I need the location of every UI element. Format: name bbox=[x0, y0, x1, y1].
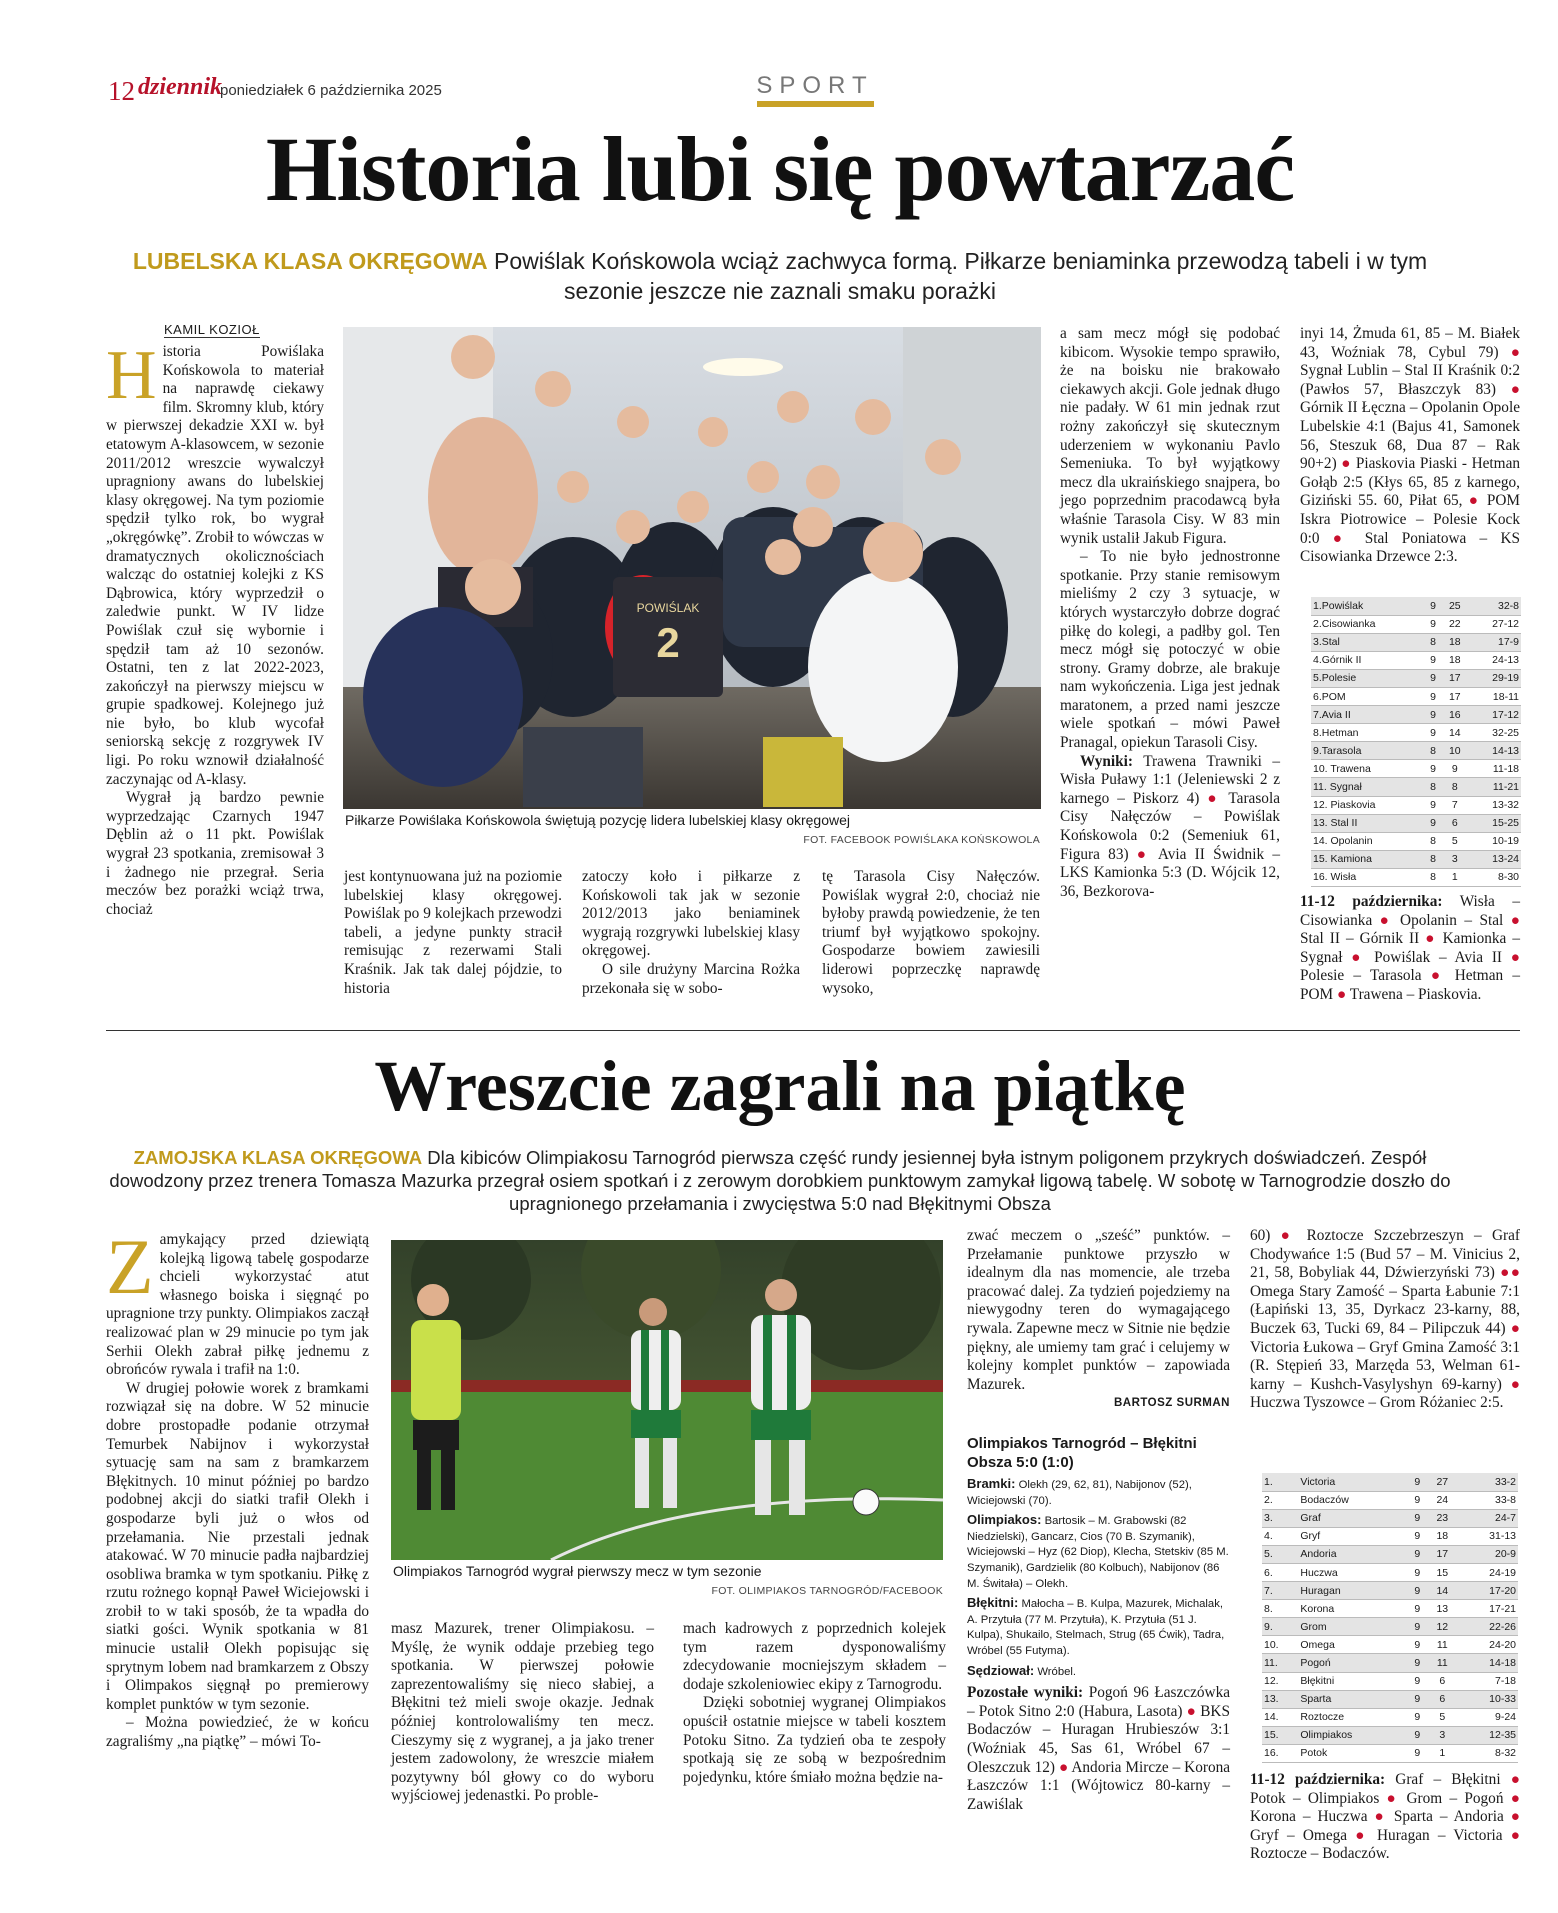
table-cell: 9.Tarasola bbox=[1311, 742, 1425, 760]
table-cell: 10-19 bbox=[1468, 832, 1521, 850]
fixture-item: Hetman – POM bbox=[1300, 967, 1520, 1003]
table-cell: Grom bbox=[1298, 1618, 1407, 1636]
table-row bbox=[1262, 1582, 1518, 1600]
table-cell: Bodaczów bbox=[1298, 1491, 1407, 1509]
article1-column-5: a sam mecz mógł się podobać kibicom. Wysokie tempo sprawiło, że na boisku nie brakowało ciekawych akcji. Gole jednak długo nie padały. W 61 min jednak rzut rożny zakończył się skutecznym uderzeniem w wykonaniu Pavlo Semeniuka. To był wyjątkowy mecz dla ukraińskiego snajpera, bo jego poprzednim pracodawcą była właśnie Tarasola Cisy. W 83 min wynik ustalił Jakub Figura. – To nie było jednostronne spotkanie. Przy stanie remisowym mieliśmy 2 czy 3 sytuacje, w których wystarczyło dobrze dograć piłkę do kolegi, a padłby gol. Ten mecz mógł się potoczyć w obie strony. Gramy dobrze, ale brakuje nam wykończenia. Liga jest jednak maratonem, a przed nami jeszcze wiele spotkań – mówi Paweł Pranagal, opiekun Tarasoli Cisy. Wyniki: Trawena Trawniki – Wisła Puławy 1:1 (Jeleniewski 2 z karnego – Piskorz 4) ● Tarasola Cisy Nałęczów – Powiślak Końskowola 0:2 (Semeniuk 61, Figura 83) ● Avia II Świdnik – LKS Kamionka 5:3 (D. Wójcik 12, 36, Bezkorova- bbox=[1060, 325, 1280, 900]
table-row bbox=[1262, 1672, 1518, 1690]
table-row bbox=[1311, 651, 1521, 669]
table-cell: 9 bbox=[1408, 1491, 1427, 1509]
fixture-item: Wisła – Cisowianka bbox=[1300, 893, 1520, 929]
table-cell: 9 bbox=[1408, 1654, 1427, 1672]
table-row bbox=[1311, 615, 1521, 633]
table-cell: 4. bbox=[1262, 1527, 1298, 1545]
table-cell: 17-21 bbox=[1458, 1600, 1518, 1618]
table-row bbox=[1311, 724, 1521, 742]
table-row bbox=[1262, 1744, 1518, 1762]
table-cell: 17-20 bbox=[1458, 1582, 1518, 1600]
article1-photo-caption: Piłkarze Powiślaka Końskowola świętują pozycję lidera lubelskiej klasy okręgowej bbox=[345, 812, 851, 828]
table-cell: 3.Stal bbox=[1311, 633, 1425, 651]
table-cell: Błękitni bbox=[1298, 1672, 1407, 1690]
table-cell: 6.POM bbox=[1311, 687, 1425, 705]
table-cell: 6 bbox=[1441, 814, 1468, 832]
issue-date: poniedziałek 6 października 2025 bbox=[220, 82, 442, 99]
table-row bbox=[1311, 742, 1521, 760]
article1-column-6: inyi 14, Żmuda 61, 85 – M. Białek 43, Woźniak 78, Cybul 79) ● Sygnał Lublin – Stal II Kraśnik 0:2 (Pawłos 57, Błaszczyk 83) ● Górnik II Łęczna – Opolanin Opole Lubelskie 4:1 (Bajus 41, Samonek 56, Steszuk 68, Dua 87 – Rak 90+2) ● Piaskovia Piaski - Hetman Gołąb 2:5 (Kłys 65, 85 z karnego, Giziński 55. 60, Piłat 65, ● POM Iskra Piotrowice – Polesie Kock 0:0 ● Stal Poniatowa – KS Cisowianka Drzewce 2:3. bbox=[1300, 325, 1521, 566]
article2-fixtures: 11-12 października: Graf – Błękitni ● Potok – Olimpiakos ● Grom – Pogoń ● Korona – Huczwa ● Sparta – Andoria ● Gryf – Omega ● Huragan – Victoria ● Roztocze – Bodaczów. bbox=[1250, 1771, 1521, 1863]
table-cell: 1. bbox=[1262, 1473, 1298, 1491]
table-row bbox=[1311, 760, 1521, 778]
article2-photo-caption: Olimpiakos Tarnogród wygrał pierwszy mecz w tym sezonie bbox=[393, 1563, 762, 1579]
table-cell: 5.Polesie bbox=[1311, 669, 1425, 687]
table-row bbox=[1262, 1509, 1518, 1527]
table-cell: 15. bbox=[1262, 1726, 1298, 1744]
table-cell: 3. bbox=[1262, 1509, 1298, 1527]
table-cell: 9 bbox=[1425, 669, 1442, 687]
table-row bbox=[1262, 1600, 1518, 1618]
table-cell: 7-18 bbox=[1458, 1672, 1518, 1690]
table-row bbox=[1311, 687, 1521, 705]
table-cell: 1.Powiślak bbox=[1311, 597, 1425, 615]
table-cell: Gryf bbox=[1298, 1527, 1407, 1545]
article1-column-2: jest kontynuowana już na poziomie lubelskiej klasy okręgowej. Powiślak po 9 kolejkach przewodzi tabeli, a jedyne punkty stracił remisując z rezerwami Stali Kraśnik. Jak tak dalej pójdzie, to historia bbox=[344, 868, 562, 997]
fixture-item: Opolanin – Stal bbox=[1400, 911, 1504, 929]
fixture-item: Grom – Pogoń bbox=[1406, 1789, 1504, 1807]
table-cell: 9 bbox=[1408, 1726, 1427, 1744]
table-cell: 16. bbox=[1262, 1744, 1298, 1762]
table-cell: 11. Sygnał bbox=[1311, 778, 1425, 796]
table-row bbox=[1311, 706, 1521, 724]
table-cell: 5. bbox=[1262, 1545, 1298, 1563]
table-row bbox=[1262, 1527, 1518, 1545]
table-cell: 15 bbox=[1427, 1563, 1458, 1581]
article1-column-1: Historia Powiślaka Końskowola to materiał na naprawdę ciekawy film. Skromny klub, który w pierwszej dekadzie XXI w. był etatowym A-klasowcem, w sezonie 2011/2012 wreszcie wywalczył upragniony awans do lubelskiej klasy okręgowej. Na tym poziomie spędził tylko rok, bo wygrał „okręgówkę”. Zrobił to wówczas w dramatycznych okolicznościach walcząc do ostatniej kolejki z KS Dąbrowica, który wyprzedził o zaledwie punkt. W IV lidze Powiślak czuł się wybornie i spędził tam aż 10 sezonów. Ostatni, ten z lat 2022-2023, zakończył na pierwszy miejscu w grupie spadkowej. Kolejnego już nie było, bo klub wycofał seniorską sekcję z rozgrywek IV ligi. Po roku wznowił działalność zaczynając od A-klasy. Wygrał ją bardzo pewnie wyprzedzając Czarnych 1947 Dęblin aż o 11 pkt. Powiślak wygrał 23 spotkania, zremisował 3 i żadnego nie przegrał. Seria meczów bez porażki wciąż trwa, chociaż bbox=[106, 337, 324, 918]
article1-photo-credit: FOT. FACEBOOK POWIŚLAKA KOŃSKOWOLA bbox=[803, 834, 1040, 846]
match-headline: Olimpiakos Tarnogród – Błękitni Obsza 5:0 (1:0) bbox=[967, 1435, 1197, 1471]
table-cell: 9 bbox=[1408, 1690, 1427, 1708]
table-cell: 11 bbox=[1427, 1654, 1458, 1672]
table-cell: 11. bbox=[1262, 1654, 1298, 1672]
article2-author: BARTOSZ SURMAN bbox=[1113, 1397, 1230, 1410]
article2-lead-text: Dla kibiców Olimpiakosu Tarnogród pierwsza część rundy jesiennej była istnym poligonem przykrych doświadczeń. Zespół dowodzony przez trenera Tomasza Mazurka przegrał osiem spotkań i z zerowym dorobkiem punktowym zamykał ligową tabelę. W sobotę w Tarnogrodzie doszło do upragnionego przełamania i zwycięstwa 5:0 nad Błękitnymi Obsza bbox=[109, 1147, 1451, 1214]
table-cell: 13 bbox=[1427, 1600, 1458, 1618]
table-cell: 17 bbox=[1427, 1545, 1458, 1563]
article2-title: Wreszcie zagrali na piątkę bbox=[374, 1046, 1186, 1126]
table-cell: 14 bbox=[1427, 1582, 1458, 1600]
table-cell: 12. Piaskovia bbox=[1311, 796, 1425, 814]
table-cell: 10. bbox=[1262, 1636, 1298, 1654]
table-row bbox=[1311, 832, 1521, 850]
table-cell: 17 bbox=[1441, 669, 1468, 687]
table-cell: 9 bbox=[1408, 1509, 1427, 1527]
table-cell: 9 bbox=[1425, 706, 1442, 724]
table-cell: 9 bbox=[1425, 724, 1442, 742]
table-cell: 13-24 bbox=[1468, 850, 1521, 868]
table-cell: 12 bbox=[1427, 1618, 1458, 1636]
table-cell: 2. bbox=[1262, 1491, 1298, 1509]
table-cell: 8 bbox=[1425, 778, 1442, 796]
table-cell: 8 bbox=[1441, 778, 1468, 796]
article2-kicker: ZAMOJSKA KLASA OKRĘGOWA bbox=[133, 1147, 423, 1168]
article1-column-4: tę Tarasola Cisy Nałęczów. Powiślak wygrał 2:0, chociaż nie byłoby prawdą powiedzenie, że ten triumf był wyjątkowo spokojny. Gospodarze bowiem zawiesili liderowi poprzeczkę naprawdę wysoko, bbox=[822, 868, 1040, 997]
article2-league-table bbox=[1262, 1473, 1518, 1763]
table-cell: 6. bbox=[1262, 1563, 1298, 1581]
table-cell: 5 bbox=[1427, 1708, 1458, 1726]
article1-photo bbox=[343, 327, 1041, 809]
fixture-item: Roztocze – Bodaczów. bbox=[1250, 1845, 1390, 1863]
table-cell: 10 bbox=[1441, 742, 1468, 760]
table-row bbox=[1262, 1636, 1518, 1654]
table-cell: 17-12 bbox=[1468, 706, 1521, 724]
table-cell: 18 bbox=[1441, 651, 1468, 669]
table-cell: 22 bbox=[1441, 615, 1468, 633]
table-cell: 8 bbox=[1425, 868, 1442, 886]
table-cell: 9 bbox=[1408, 1527, 1427, 1545]
table-cell: 27 bbox=[1427, 1473, 1458, 1491]
table-cell: 9 bbox=[1425, 796, 1442, 814]
table-cell: 18 bbox=[1441, 633, 1468, 651]
table-cell: 13-32 bbox=[1468, 796, 1521, 814]
table-row bbox=[1262, 1708, 1518, 1726]
table-cell: 9 bbox=[1425, 687, 1442, 705]
fixture-item: Polesie – Tarasola bbox=[1300, 967, 1422, 985]
table-cell: 6 bbox=[1427, 1690, 1458, 1708]
section-label: SPORT bbox=[756, 72, 874, 99]
article-divider bbox=[106, 1030, 1520, 1031]
table-cell: 6 bbox=[1427, 1672, 1458, 1690]
table-cell: 33-2 bbox=[1458, 1473, 1518, 1491]
table-cell: 11 bbox=[1427, 1636, 1458, 1654]
table-row bbox=[1311, 868, 1521, 886]
table-cell: 8-32 bbox=[1458, 1744, 1518, 1762]
drop-cap: H bbox=[106, 337, 157, 414]
fixture-item: Trawena – Piaskovia. bbox=[1349, 985, 1482, 1003]
fixture-item: Huragan – Victoria bbox=[1377, 1826, 1503, 1844]
table-cell: 32-8 bbox=[1468, 597, 1521, 615]
table-row bbox=[1311, 633, 1521, 651]
section-underline bbox=[757, 101, 874, 107]
table-cell: 9 bbox=[1408, 1672, 1427, 1690]
table-cell: 9 bbox=[1408, 1708, 1427, 1726]
table-cell: Huragan bbox=[1298, 1582, 1407, 1600]
table-row bbox=[1311, 814, 1521, 832]
fixture-item: Potok – Olimpiakos bbox=[1250, 1789, 1380, 1807]
table-cell: 24-19 bbox=[1458, 1563, 1518, 1581]
table-cell: 1 bbox=[1441, 868, 1468, 886]
table-cell: 2.Cisowianka bbox=[1311, 615, 1425, 633]
table-cell: 20-9 bbox=[1458, 1545, 1518, 1563]
table-cell: 9 bbox=[1408, 1744, 1427, 1762]
article2-column-5: 60) ● Roztocze Szczebrzeszyn – Graf Chodywańce 1:5 (Bud 57 – M. Vinicius 2, 21, 58, Bobyliak 44, Dźwierzyński 73) ●● Omega Stary Zamość – Sparta Łabunie 7:1 (Łapiński 13, 35, Dyrkacz 23-karny, 88, Buczek 63, Tucki 69, 84 – Pilipczuk 44) ● Victoria Łukowa – Gryf Gmina Zamość 3:1 (R. Stępień 33, Marzęda 53, Welman 61-karny – Kushch-Vasylyshyn 69-karny) ● Huczwa Tyszowce – Grom Różaniec 2:5. bbox=[1250, 1227, 1521, 1412]
table-row bbox=[1262, 1491, 1518, 1509]
table-cell: 9 bbox=[1425, 615, 1442, 633]
table-cell: 13. Stal II bbox=[1311, 814, 1425, 832]
fixture-item: Graf – Błękitni bbox=[1395, 1771, 1501, 1788]
table-cell: 3 bbox=[1441, 850, 1468, 868]
article2-column-3: mach kadrowych z poprzednich kolejek tym razem dysponowaliśmy zdecydowanie mocniejszym składem – dodaje szkoleniowiec ekipy z Tarnogrodu. Dzięki sobotniej wygranej Olimpiakos opuścił ostatnie miejsce w tabeli kosztem Potoku Sitno. Za tydzień oba te zespoły spotkają się ze sobą w bezpośrednim pojedynku, które śmiało można będzie na- bbox=[683, 1620, 946, 1786]
table-cell: 33-8 bbox=[1458, 1491, 1518, 1509]
article1-title: Historia lubi się powtarzać bbox=[265, 118, 1295, 220]
table-cell: 32-25 bbox=[1468, 724, 1521, 742]
article2-column-1: Zamykający przed dziewiątą kolejką ligową tabelę gospodarze chcieli wykorzystać atut własnego boiska i sięgnąć po upragnione trzy punkty. Olimpiakos zaczął realizować plan w 29 minucie po tym jak Serhii Olekh zabrał piłkę jednemu z obrońców rywala i trafił na 1:0. W drugiej połowie worek z bramkami rozwiązał się na dobre. W 52 minucie dobre prostopadłe podanie otrzymał Temurbek Nabijnov i wykorzystał sytuację sam na sam z bramkarzem Błękitnych. 10 minut później po bardzo podobnej akcji do siatki trafił Olekh i gospodarze byli już o włos od przełamania. Nie przestali jednak atakować. W 70 minucie padła najbardziej osobliwa bramka w tym spotkaniu. Piłkę z rzutu rożnego kopnął Paweł Wiciejowski i zrobił to w taki sposób, że ta wpadła do siatki gości. Wynik spotkania w 81 minucie ustalił Olekh popisując się sprytnym lobem nad bramkarzem z Obszy i Olimpakos sięgnął po premierowy komplet punktów w tym sezonie. – Można powiedzieć, że w końcu zagraliśmy „na piątkę” – mówi To- bbox=[106, 1223, 369, 1751]
article1-byline: KAMIL KOZIOŁ bbox=[164, 322, 260, 337]
table-cell: Olimpiakos bbox=[1298, 1726, 1407, 1744]
table-cell: 27-12 bbox=[1468, 615, 1521, 633]
article1-kicker: LUBELSKA KLASA OKRĘGOWA bbox=[132, 248, 488, 274]
table-cell: Potok bbox=[1298, 1744, 1407, 1762]
table-cell: Huczwa bbox=[1298, 1563, 1407, 1581]
table-cell: 9 bbox=[1408, 1600, 1427, 1618]
table-cell: 4.Górnik II bbox=[1311, 651, 1425, 669]
table-cell: 8 bbox=[1425, 832, 1442, 850]
table-cell: Andoria bbox=[1298, 1545, 1407, 1563]
table-row bbox=[1262, 1563, 1518, 1581]
table-cell: 24-7 bbox=[1458, 1509, 1518, 1527]
table-cell: 5 bbox=[1441, 832, 1468, 850]
fixture-item: Korona – Huczwa bbox=[1250, 1808, 1368, 1826]
table-cell: 24-13 bbox=[1468, 651, 1521, 669]
box-goals: Bramki: Olekh (29, 62, 81), Nabijonov (52), Wiciejowski (70). bbox=[967, 1476, 1192, 1507]
table-row bbox=[1262, 1726, 1518, 1744]
table-cell: 8. bbox=[1262, 1600, 1298, 1618]
table-cell: 9 bbox=[1425, 760, 1442, 778]
table-cell: Victoria bbox=[1298, 1473, 1407, 1491]
table-cell: 15. Kamiona bbox=[1311, 850, 1425, 868]
table-cell: 9 bbox=[1425, 651, 1442, 669]
table-cell: 9 bbox=[1408, 1473, 1427, 1491]
table-cell: 14 bbox=[1441, 724, 1468, 742]
fixture-item: Kamionka – Sygnał bbox=[1300, 930, 1520, 966]
table-cell: 10-33 bbox=[1458, 1690, 1518, 1708]
fixture-item: Gryf – Omega bbox=[1250, 1826, 1348, 1844]
table-cell: Roztocze bbox=[1298, 1708, 1407, 1726]
table-cell: 16. Wisła bbox=[1311, 868, 1425, 886]
match-results-box: Olimpiakos Tarnogród – Błękitni Obsza 5:0 (1:0) Bramki: Olekh (29, 62, 81), Nabijonov (52), Wiciejowski (70). Olimpiakos: Bartosik – M. Grabowski (82 Niedzielski), Gancarz, Cios (70 B. Szymanik), Wiciejowski – Hyz (62 Diop), Klecha, Stetskiv (85 M. Szymanik), Gardzielik (80 Kolbuch), Nabijonov (86 M. Świtała) – Olekh. Błękitni: Małocha – B. Kulpa, Mazurek, Michalak, A. Przytuła (77 M. Przytuła), K. Przytuła (51 J. Kulpa), Shukailo, Stelmach, Strug (65 Ćwik), Tadra, Wróbel (55 Futyma). Sędziował: Wróbel. Pozostałe wyniki: Pogoń 96 Łaszczówka – Potok Sitno 2:0 (Habura, Lasota) ● BKS Bodaczów – Huragan Hrubieszów 3:1 (Woźniak 45, Sas 61, Wróbel 67 – Oleszczuk 12) ● Andoria Mircze – Korona Łaszczów 1:1 (Wójtowicz 80-karny – Zawiślak bbox=[967, 1435, 1231, 1813]
table-cell: 9 bbox=[1408, 1545, 1427, 1563]
table-cell: 22-26 bbox=[1458, 1618, 1518, 1636]
article2-photo bbox=[391, 1240, 943, 1560]
table-cell: 18-11 bbox=[1468, 687, 1521, 705]
table-cell: 15-25 bbox=[1468, 814, 1521, 832]
drop-cap: Z bbox=[106, 1223, 154, 1310]
table-cell: 3 bbox=[1427, 1726, 1458, 1744]
article1-lead bbox=[100, 246, 1460, 306]
table-cell: Korona bbox=[1298, 1600, 1407, 1618]
football-match-image bbox=[391, 1240, 943, 1560]
table-row bbox=[1311, 796, 1521, 814]
fixture-item: Powiślak – Avia II bbox=[1374, 948, 1503, 966]
fixture-item: Stal II – Górnik II bbox=[1300, 930, 1420, 948]
table-cell: 25 bbox=[1441, 597, 1468, 615]
table-cell: 8 bbox=[1425, 742, 1442, 760]
table-cell: 9 bbox=[1408, 1563, 1427, 1581]
article2-column-4: zwać meczem o „sześć” punktów. – Przełamanie punktowe przyszło w idealnym dla nas momencie, ale trzeba pracować dalej. Za tydzień pojedziemy na niewygodny teren do wymagającego rywala. Zapewne mecz w Sitnie nie będzie piękny, ale umiemy tam grać i celujemy w kolejny komplet punktów – zapowiada Mazurek. BARTOSZ SURMAN bbox=[967, 1227, 1230, 1413]
jersey-name: POWIŚLAK bbox=[636, 601, 700, 615]
table-cell: 12-35 bbox=[1458, 1726, 1518, 1744]
table-row bbox=[1311, 597, 1521, 615]
table-cell: 10. Trawena bbox=[1311, 760, 1425, 778]
table-cell: 31-13 bbox=[1458, 1527, 1518, 1545]
jersey-number: 2 bbox=[656, 619, 680, 666]
table-row bbox=[1262, 1618, 1518, 1636]
table-cell: 14-13 bbox=[1468, 742, 1521, 760]
article2-column-2: masz Mazurek, trener Olimpiakosu. – Myślę, że wynik oddaje przebieg tego spotkania. W pierwszej połowie zaprezentowaliśmy się nieco słabiej, a Błękitni też mieli swoje okazje. Jednak później kontrolowaliśmy ten mecz. Cieszymy się z wygranej, a ja jako trener jestem zadowolony, że wreszcie miałem pozytywny ból głowy co do wyboru wyjściowej jedenastki. Po proble- bbox=[391, 1620, 654, 1805]
table-cell: 24 bbox=[1427, 1491, 1458, 1509]
table-cell: 18 bbox=[1427, 1527, 1458, 1545]
table-cell: 1 bbox=[1427, 1744, 1458, 1762]
table-cell: 16 bbox=[1441, 706, 1468, 724]
table-cell: 13. bbox=[1262, 1690, 1298, 1708]
table-cell: 9 bbox=[1441, 760, 1468, 778]
table-row bbox=[1311, 850, 1521, 868]
table-cell: 9 bbox=[1425, 814, 1442, 832]
article1-league-table bbox=[1311, 597, 1521, 887]
table-cell: 7. bbox=[1262, 1582, 1298, 1600]
table-cell: Pogoń bbox=[1298, 1654, 1407, 1672]
table-cell: 9 bbox=[1408, 1582, 1427, 1600]
table-cell: 7 bbox=[1441, 796, 1468, 814]
table-row bbox=[1262, 1473, 1518, 1491]
table-cell: 17-9 bbox=[1468, 633, 1521, 651]
table-cell: 8 bbox=[1425, 633, 1442, 651]
table-cell: 7.Avia II bbox=[1311, 706, 1425, 724]
table-cell: 11-21 bbox=[1468, 778, 1521, 796]
table-cell: 14. Opolanin bbox=[1311, 832, 1425, 850]
table-cell: 23 bbox=[1427, 1509, 1458, 1527]
table-row bbox=[1311, 669, 1521, 687]
table-cell: 9-24 bbox=[1458, 1708, 1518, 1726]
table-row bbox=[1311, 778, 1521, 796]
table-cell: 14. bbox=[1262, 1708, 1298, 1726]
table-cell: 11-18 bbox=[1468, 760, 1521, 778]
box-away-lineup: Błękitni: Małocha – B. Kulpa, Mazurek, Michalak, A. Przytuła (77 M. Przytuła), K. Przytuła (51 J. Kulpa), Shukailo, Stelmach, Strug (65 Ćwik), Tadra, Wróbel (55 Futyma). bbox=[967, 1595, 1225, 1657]
table-cell: Sparta bbox=[1298, 1690, 1407, 1708]
team-celebration-image bbox=[343, 327, 1041, 809]
table-cell: 24-20 bbox=[1458, 1636, 1518, 1654]
box-home-lineup: Olimpiakos: Bartosik – M. Grabowski (82 Niedzielski), Gancarz, Cios (70 B. Szymanik), Wiciejowski – Hyz (62 Diop), Klecha, Stetskiv (85 M. Szymanik), Gardzielik (80 Kolbuch), Nabijonov (86 M. Świtała) – Olekh. bbox=[967, 1512, 1229, 1590]
table-cell: 29-19 bbox=[1468, 669, 1521, 687]
table-cell: 14-18 bbox=[1458, 1654, 1518, 1672]
table-cell: 9 bbox=[1408, 1636, 1427, 1654]
table-row bbox=[1262, 1654, 1518, 1672]
table-row bbox=[1262, 1690, 1518, 1708]
table-cell: Graf bbox=[1298, 1509, 1407, 1527]
box-referee: Sędziował: Wróbel. bbox=[967, 1662, 1077, 1678]
article1-fixtures: 11-12 października: Wisła – Cisowianka ● Opolanin – Stal ● Stal II – Górnik II ● Kamionka – Sygnał ● Powiślak – Avia II ● Polesie – Tarasola ● Hetman – POM ● Trawena – Piaskovia. bbox=[1300, 893, 1520, 1003]
article2-lead bbox=[90, 1146, 1470, 1215]
newspaper-logo: dziennik bbox=[138, 74, 223, 100]
table-row bbox=[1262, 1545, 1518, 1563]
table-cell: 17 bbox=[1441, 687, 1468, 705]
table-cell: 8 bbox=[1425, 850, 1442, 868]
table-cell: 8-30 bbox=[1468, 868, 1521, 886]
table-cell: 8.Hetman bbox=[1311, 724, 1425, 742]
page-number: 12 bbox=[108, 76, 135, 106]
article1-column-3: zatoczy koło i piłkarze z Końskowoli tak jak w sezonie 2012/2013 jako beniaminek wygrają rozgrywki lubelskiej klasy okręgowej. O sile drużyny Marcina Rożka przekonała się w sobo- bbox=[582, 868, 800, 997]
table-cell: 9 bbox=[1408, 1618, 1427, 1636]
table-cell: 9 bbox=[1425, 597, 1442, 615]
table-cell: 9. bbox=[1262, 1618, 1298, 1636]
article2-photo-credit: FOT. OLIMPIAKOS TARNOGRÓD/FACEBOOK bbox=[711, 1585, 943, 1597]
article1-lead-text: Powiślak Końskowola wciąż zachwyca formą. Piłkarze beniaminka przewodzą tabeli i w tym sezonie jeszcze nie zaznali smaku porażki bbox=[494, 248, 1428, 304]
fixture-item: Sparta – Andoria bbox=[1393, 1808, 1504, 1826]
table-cell: 12. bbox=[1262, 1672, 1298, 1690]
table-cell: Omega bbox=[1298, 1636, 1407, 1654]
